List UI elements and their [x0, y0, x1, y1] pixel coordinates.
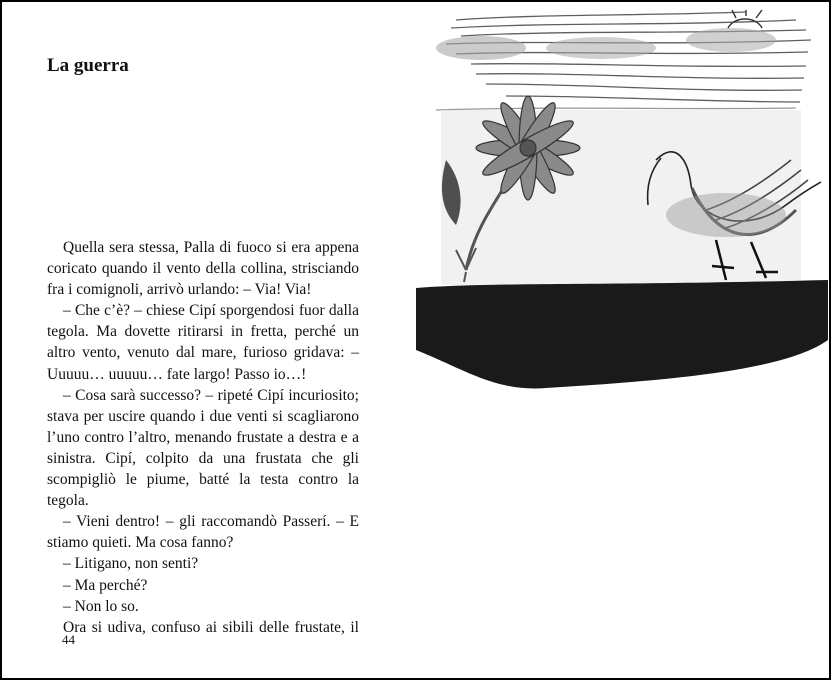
paragraph: – Ma perché? [63, 576, 148, 594]
sun-icon [728, 10, 762, 28]
paragraph: Quella sera stessa, Palla di fuoco si era appena coricato quando il vento della collina, strisciando fra i comignoli, arrivò urlando: – Via! Via! [47, 239, 359, 299]
body-text [47, 237, 359, 638]
paragraph: – Che c’è? – chiese Cipí sporgendosi fuor dalla tegola. Ma dovette ritirarsi in fretta, perché un altro vento, venuto dal mare, furioso gridava: – Uuuuu… uuuuu… fate largo! Passo io…! [47, 302, 359, 383]
ground-icon [416, 280, 828, 388]
paragraph: Ora si udiva, confuso ai sibili delle frustate, il [63, 618, 359, 636]
paragraph: – Litigano, non senti? [63, 555, 199, 573]
page-number: 44 [62, 632, 75, 647]
paragraph: – Vieni dentro! – gli raccomandò Passerí. – E stiamo quieti. Ma cosa fanno? [47, 513, 359, 552]
chapter-title: La guerra [47, 55, 129, 76]
paragraph: – Cosa sarà successo? – ripeté Cipí incuriosito; stava per uscire quando i due venti si scagliarono l’uno contro l’altro, menando frustate a destra e a sinistra. Cipí, colpito da una frustata che gli scompigliò le piume, batté la testa contro la tegola. [47, 386, 359, 510]
paragraph: – Non lo so. [63, 597, 139, 615]
child-drawing-illustration [416, 10, 828, 395]
clouds-icon [436, 12, 811, 110]
